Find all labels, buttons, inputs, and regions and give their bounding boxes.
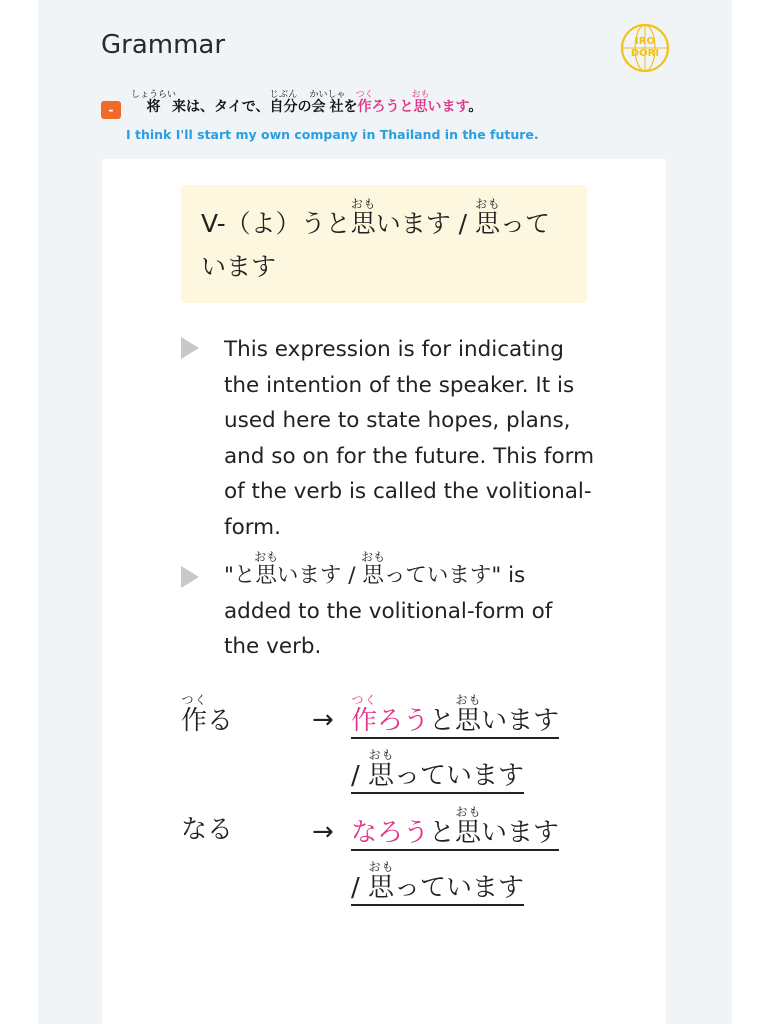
- sentence-segment: います: [427, 99, 469, 115]
- sentence-segment: を: [343, 99, 358, 115]
- arrow-icon: →: [312, 817, 334, 847]
- english-translation: I think I'll start my own company in Thailand in the future.: [126, 127, 539, 142]
- sentence-segment: 来は、タイで、: [172, 99, 270, 115]
- pattern-box: [181, 185, 587, 303]
- grammar-pattern: V-（よ）うと思おもいます / 思おもっています: [201, 197, 551, 281]
- sentence-segment: 会社かいしゃ: [309, 90, 346, 115]
- page-title: Grammar: [101, 30, 226, 60]
- example-sentence: [101, 88, 561, 124]
- sentence-segment: 自分じぶん: [269, 90, 298, 115]
- irodori-logo: [619, 22, 671, 74]
- example-result: 作つくろうと思おもいます: [351, 693, 559, 737]
- bullet-text-2: "と思おもいます / 思おもっています" is added to the volitional-form of the verb.: [224, 550, 553, 659]
- example-verb: なる: [181, 815, 234, 845]
- arrow-icon: →: [312, 705, 334, 735]
- sentence-segment: 。: [468, 99, 483, 115]
- sentence-segment: ろうと: [371, 99, 414, 115]
- example-verb: 作つくる: [181, 693, 234, 736]
- japanese-sentence: [131, 90, 482, 114]
- example-result-line2: / 思おもっています: [351, 748, 524, 792]
- sentence-segment: の: [297, 99, 312, 115]
- sentence-segment: 思おも: [411, 90, 430, 115]
- triangle-bullet-icon: [181, 566, 199, 588]
- logo-text-top: IRO: [635, 36, 655, 47]
- sentence-segment: 作つく: [355, 90, 374, 115]
- sentence-badge: -: [101, 101, 121, 119]
- example-result-line2: / 思おもっています: [351, 860, 524, 904]
- logo-text-bottom: DORI: [630, 48, 660, 59]
- bullet-text-1: This expression is for indicating the intention of the speaker. It is used here to state hopes, plans, and so on for the future. This form of the verb is called the volitional-form.: [224, 337, 595, 540]
- sentence-segment: 将しょうらい: [131, 90, 177, 115]
- grammar-card: [102, 159, 666, 1024]
- triangle-bullet-icon: [181, 337, 199, 359]
- example-result: なろうと思おもいます: [351, 805, 559, 849]
